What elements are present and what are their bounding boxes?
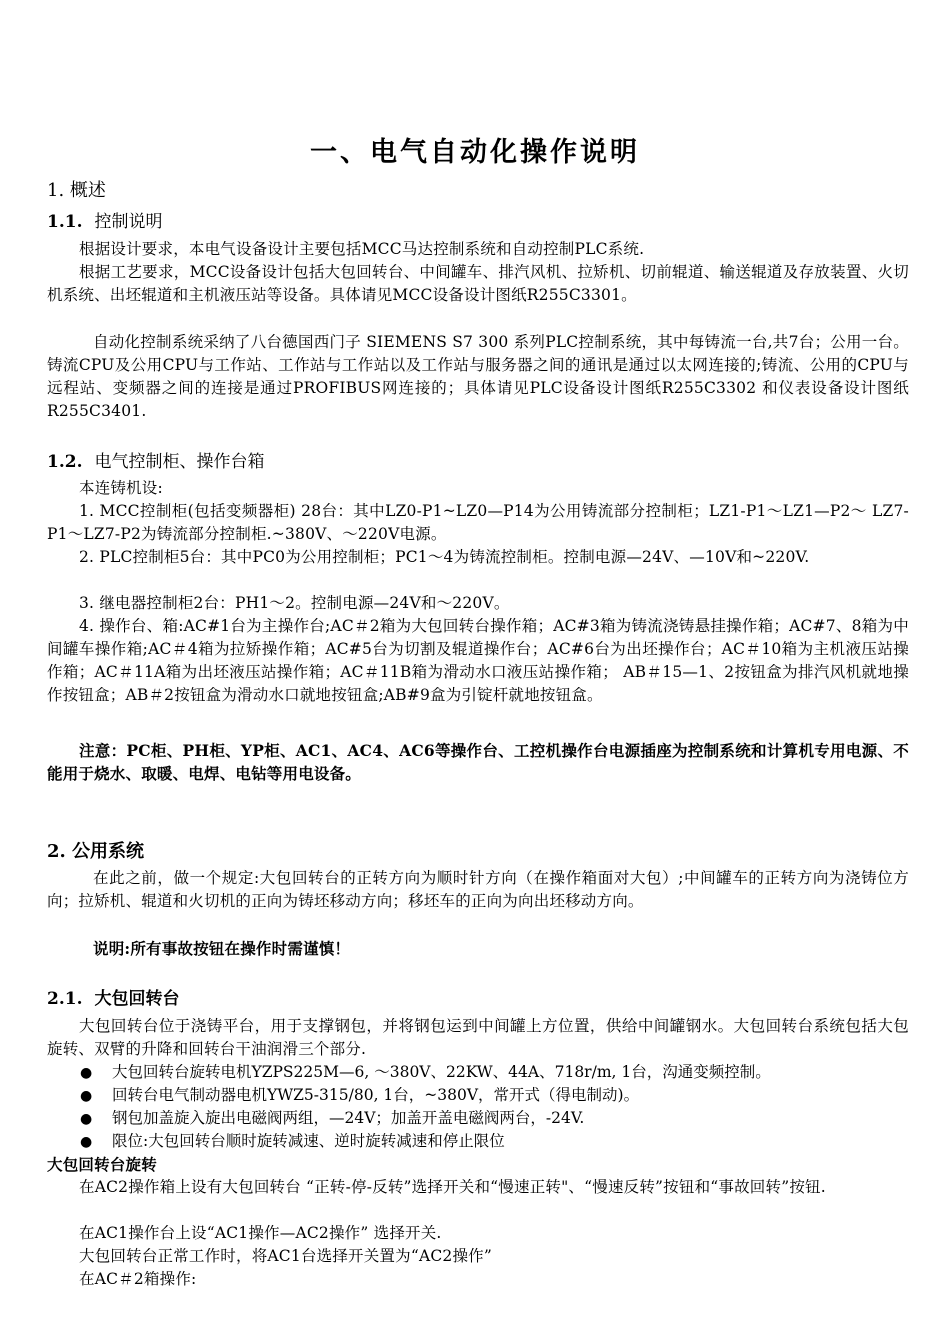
paragraph: 本连铸机设: xyxy=(79,479,163,497)
bullet-item xyxy=(80,1130,920,1154)
list-item: 4. 操作台、箱:AC#1台为主操作台;AC＃2箱为大包回转台操作箱；AC#3箱为铸流浇铸悬挂操作箱；AC#7、8箱为中间罐车操作箱;AC＃4箱为拉矫操作箱；AC#5台为切割及辊道操作台；AC#6台为出坯操作台；AC＃10箱为主机液压站操作箱；AC＃11A箱为出坯液压站操作箱；AC＃11B箱为滑动水口液压站操作箱； AB＃15—1、2按钮盒为排汽风机就地操作按钮盒；AB＃2按钮盒为滑动水口就地按钮盒;AB#9盒为引锭杆就地按钮盒。 xyxy=(47,617,909,704)
section-1-2-heading xyxy=(47,450,265,474)
list-item: 2. PLC控制柜5台：其中PC0为公用控制柜；PC1～4为铸流控制柜。控制电源—24V、—10V和~220V. xyxy=(79,548,810,566)
paragraph: 大包回转台正常工作时，将AC1台选择开关置为“AC2操作” xyxy=(79,1247,492,1265)
list-item: 3. 继电器控制柜2台：PH1～2。控制电源—24V和～220V。 xyxy=(79,594,510,612)
bullet-icon: ● xyxy=(80,1134,93,1150)
bullet-text: 钢包加盖旋入旋出电磁阀两组，—24V；加盖开盖电磁阀两台，-24V. xyxy=(112,1109,585,1127)
warning-paragraph: 说明:所有事故按钮在操作时需谨慎！ xyxy=(93,939,351,958)
section-number: 1.1. xyxy=(47,212,83,232)
bullet-item xyxy=(80,1084,920,1108)
bullet-text: 限位:大包回转台顺时旋转减速、逆时旋转减速和停止限位 xyxy=(112,1132,505,1150)
bullet-item xyxy=(80,1061,920,1085)
paragraph: 在此之前，做一个规定:大包回转台的正转方向为顺时针方向（在操作箱面对大包）;中间罐车的正转方向为浇铸位方向；拉矫机、辊道和火切机的正向为铸坯移动方向；移坯车的正向为向出坯移动方向。 xyxy=(47,869,909,910)
paragraph: 大包回转台位于浇铸平台，用于支撑钢包，并将钢包运到中间罐上方位置，供给中间罐钢水。大包回转台系统包括大包旋转、双臂的升降和回转台干油润滑三个部分. xyxy=(47,1017,909,1058)
section-2-1-heading xyxy=(47,987,180,1011)
section-title: 控制说明 xyxy=(94,212,163,232)
section-title: 电气控制柜、操作台箱 xyxy=(94,452,265,472)
bullet-text: 大包回转台旋转电机YZPS225M—6, ～380V、22KW、44A、718r/m, 1台，沟通变频控制。 xyxy=(112,1063,771,1081)
section-1-1-heading xyxy=(47,210,163,234)
section-2-heading: 2. 公用系统 xyxy=(47,841,145,862)
subsection-heading: 大包回转台旋转 xyxy=(47,1155,157,1174)
section-number: 2.1. xyxy=(47,989,83,1009)
paragraph: 在AC＃2箱操作: xyxy=(79,1270,197,1288)
paragraph: 在AC1操作台上设“AC1操作—AC2操作” 选择开关. xyxy=(79,1224,442,1242)
bullet-icon: ● xyxy=(80,1065,93,1081)
bullet-text: 回转台电气制动器电机YWZ5-315/80, 1台，~380V，常开式（得电制动)。 xyxy=(112,1086,640,1104)
page-title: 一、电气自动化操作说明 xyxy=(310,137,640,168)
bullet-icon: ● xyxy=(80,1088,93,1104)
bullet-icon: ● xyxy=(80,1111,93,1127)
paragraph: 自动化控制系统采纳了八台德国西门子 SIEMENS S7 300 系列PLC控制系统，其中每铸流一台,共7台；公用一台。铸流CPU及公用CPU与工作站、工作站与工作站以及工作站与服务器之间的通讯是通过以太网连接的;铸流、公用的CPU与远程站、变频器之间的连接是通过PROFIBUS网连接的；具体请见PLC设备设计图纸R255C3302 和仪表设备设计图纸R255C3401. xyxy=(47,333,909,420)
paragraph: 根据工艺要求，MCC设备设计包括大包回转台、中间罐车、排汽风机、拉矫机、切前辊道、输送辊道及存放装置、火切机系统、出坯辊道和主机液压站等设备。具体请见MCC设备设计图纸R255C3301。 xyxy=(47,263,909,304)
list-item: 1. MCC控制柜(包括变频器柜) 28台：其中LZ0-P1~LZ0—P14为公用铸流部分控制柜；LZ1-P1～LZ1—P2～ LZ7-P1～LZ7-P2为铸流部分控制柜.~380V、～220V电源。 xyxy=(47,502,909,543)
section-1-heading: 1. 概述 xyxy=(47,180,106,201)
section-title: 大包回转台 xyxy=(94,989,180,1009)
note-paragraph: 注意：PC柜、PH柜、YP柜、AC1、AC4、AC6等操作台、工控机操作台电源插座为控制系统和计算机专用电源、不能用于烧水、取暖、电焊、电钻等用电设备。 xyxy=(47,741,909,783)
paragraph: 在AC2操作箱上设有大包回转台 “正转-停-反转”选择开关和“慢速正转"、“慢速反转”按钮和“事故回转”按钮. xyxy=(79,1178,826,1196)
paragraph: 根据设计要求，本电气设备设计主要包括MCC马达控制系统和自动控制PLC系统. xyxy=(79,240,645,258)
bullet-item xyxy=(80,1107,920,1131)
section-number: 1.2. xyxy=(47,452,83,472)
